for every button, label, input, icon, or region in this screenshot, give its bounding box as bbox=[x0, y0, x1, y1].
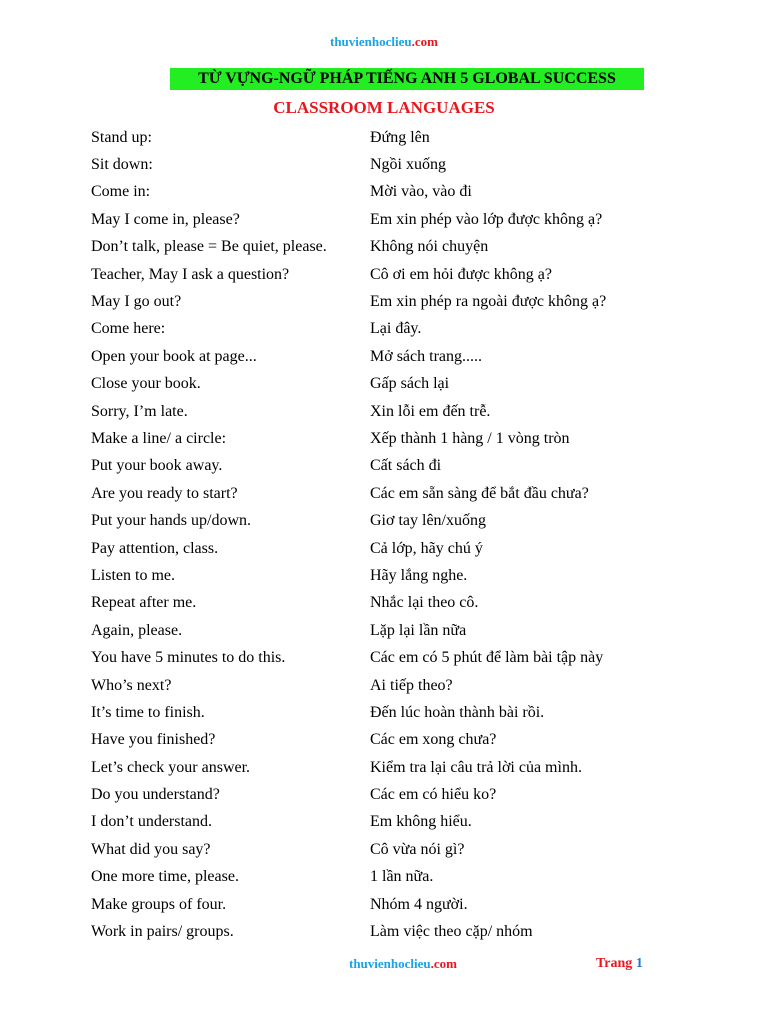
vocabulary-list bbox=[91, 124, 691, 946]
vocab-row bbox=[91, 562, 691, 589]
vocab-row bbox=[91, 809, 691, 836]
english-phrase: Put your hands up/down. bbox=[91, 512, 251, 530]
english-phrase: Make a line/ a circle: bbox=[91, 429, 227, 447]
page-footer bbox=[0, 956, 768, 976]
english-phrase: Do you understand? bbox=[91, 786, 220, 804]
vocab-row bbox=[91, 261, 691, 288]
vietnamese-translation: Cất sách đi bbox=[370, 457, 442, 475]
vietnamese-translation: Đứng lên bbox=[370, 128, 430, 146]
english-phrase: Open your book at page... bbox=[91, 347, 257, 365]
english-phrase: Work in pairs/ groups. bbox=[91, 923, 234, 941]
vietnamese-translation: 1 lần nữa. bbox=[370, 868, 434, 886]
section-subtitle: CLASSROOM LANGUAGES bbox=[273, 98, 495, 117]
vietnamese-translation: Kiểm tra lại câu trả lời của mình. bbox=[370, 758, 582, 776]
english-phrase: Listen to me. bbox=[91, 566, 175, 584]
english-phrase: Pay attention, class. bbox=[91, 539, 219, 557]
vocab-row bbox=[91, 590, 691, 617]
vietnamese-translation: Cô vừa nói gì? bbox=[370, 840, 465, 858]
vocab-row bbox=[91, 371, 691, 398]
english-phrase: Close your book. bbox=[91, 375, 201, 393]
english-phrase: Put your book away. bbox=[91, 457, 223, 475]
vocab-row bbox=[91, 343, 691, 370]
english-phrase: It’s time to finish. bbox=[91, 703, 205, 721]
vietnamese-translation: Nhắc lại theo cô. bbox=[370, 594, 479, 612]
vietnamese-translation: Đến lúc hoàn thành bài rồi. bbox=[370, 703, 545, 721]
vocab-row bbox=[91, 151, 691, 178]
vietnamese-translation: Em không hiểu. bbox=[370, 813, 472, 831]
vietnamese-translation: Không nói chuyện bbox=[370, 238, 489, 256]
vocab-row bbox=[91, 480, 691, 507]
vietnamese-translation: Hãy lắng nghe. bbox=[370, 566, 468, 584]
english-phrase: Let’s check your answer. bbox=[91, 758, 251, 776]
vietnamese-translation: Xếp thành 1 hàng / 1 vòng tròn bbox=[370, 429, 570, 447]
site-header bbox=[0, 34, 768, 50]
vocab-row bbox=[91, 425, 691, 452]
vietnamese-translation: Các em sẵn sàng để bắt đầu chưa? bbox=[370, 484, 589, 502]
vietnamese-translation: Các em xong chưa? bbox=[370, 731, 497, 749]
english-phrase: Sorry, I’m late. bbox=[91, 402, 188, 420]
vocab-row bbox=[91, 754, 691, 781]
vocab-row bbox=[91, 124, 691, 151]
document-title: TỪ VỰNG-NGỮ PHÁP TIẾNG ANH 5 GLOBAL SUCCESS bbox=[170, 68, 644, 90]
english-phrase: Don’t talk, please = Be quiet, please. bbox=[91, 238, 327, 256]
vietnamese-translation: Giơ tay lên/xuống bbox=[370, 512, 486, 530]
vietnamese-translation: Em xin phép ra ngoài được không ạ? bbox=[370, 293, 607, 311]
vocab-row bbox=[91, 644, 691, 671]
english-phrase: Repeat after me. bbox=[91, 594, 197, 612]
vocab-row bbox=[91, 672, 691, 699]
vocab-row bbox=[91, 891, 691, 918]
vietnamese-translation: Gấp sách lại bbox=[370, 375, 450, 393]
english-phrase: Sit down: bbox=[91, 156, 153, 174]
vocab-row bbox=[91, 398, 691, 425]
vocab-row bbox=[91, 179, 691, 206]
vietnamese-translation: Mở sách trang..... bbox=[370, 347, 482, 365]
vocab-row bbox=[91, 836, 691, 863]
vietnamese-translation: Cả lớp, hãy chú ý bbox=[370, 539, 483, 557]
vietnamese-translation: Ai tiếp theo? bbox=[370, 676, 453, 694]
vietnamese-translation: Làm việc theo cặp/ nhóm bbox=[370, 923, 533, 941]
vietnamese-translation: Các em có 5 phút để làm bài tập này bbox=[370, 649, 604, 667]
english-phrase: One more time, please. bbox=[91, 868, 239, 886]
vocab-row bbox=[91, 918, 691, 945]
vietnamese-translation: Cô ơi em hỏi được không ạ? bbox=[370, 265, 553, 283]
vocab-row bbox=[91, 507, 691, 534]
english-phrase: Stand up: bbox=[91, 128, 152, 146]
footer-site bbox=[0, 956, 768, 972]
english-phrase: May I go out? bbox=[91, 293, 182, 311]
vocab-row bbox=[91, 288, 691, 315]
footer-site-domain: .com bbox=[430, 956, 457, 971]
site-name: thuvienhoclieu bbox=[330, 34, 412, 49]
english-phrase: Who’s next? bbox=[91, 676, 172, 694]
vocab-row bbox=[91, 234, 691, 261]
vietnamese-translation: Các em có hiểu ko? bbox=[370, 786, 497, 804]
footer-site-name: thuvienhoclieu bbox=[349, 956, 431, 971]
page-number-value: 1 bbox=[635, 956, 643, 971]
english-phrase: Have you finished? bbox=[91, 731, 216, 749]
vocab-row bbox=[91, 535, 691, 562]
vietnamese-translation: Xin lỗi em đến trễ. bbox=[370, 402, 491, 420]
page-number bbox=[596, 956, 643, 972]
vocab-row bbox=[91, 453, 691, 480]
vietnamese-translation: Ngồi xuống bbox=[370, 156, 446, 174]
english-phrase: Come in: bbox=[91, 183, 151, 201]
english-phrase: I don’t understand. bbox=[91, 813, 213, 831]
vocab-row bbox=[91, 864, 691, 891]
vietnamese-translation: Mời vào, vào đi bbox=[370, 183, 472, 201]
english-phrase: Come here: bbox=[91, 320, 166, 338]
vietnamese-translation: Nhóm 4 người. bbox=[370, 895, 468, 913]
english-phrase: Again, please. bbox=[91, 621, 183, 639]
vocab-row bbox=[91, 781, 691, 808]
vocab-row bbox=[91, 699, 691, 726]
vietnamese-translation: Lặp lại lần nữa bbox=[370, 621, 467, 639]
english-phrase: What did you say? bbox=[91, 840, 211, 858]
english-phrase: Make groups of four. bbox=[91, 895, 227, 913]
vocab-row bbox=[91, 617, 691, 644]
english-phrase: Teacher, May I ask a question? bbox=[91, 265, 290, 283]
english-phrase: You have 5 minutes to do this. bbox=[91, 649, 286, 667]
english-phrase: Are you ready to start? bbox=[91, 484, 238, 502]
vocab-row bbox=[91, 727, 691, 754]
vietnamese-translation: Em xin phép vào lớp được không ạ? bbox=[370, 210, 603, 228]
page-label: Trang bbox=[596, 956, 633, 971]
english-phrase: May I come in, please? bbox=[91, 210, 240, 228]
vietnamese-translation: Lại đây. bbox=[370, 320, 422, 338]
vocab-row bbox=[91, 206, 691, 233]
site-domain: .com bbox=[411, 34, 438, 49]
vocab-row bbox=[91, 316, 691, 343]
